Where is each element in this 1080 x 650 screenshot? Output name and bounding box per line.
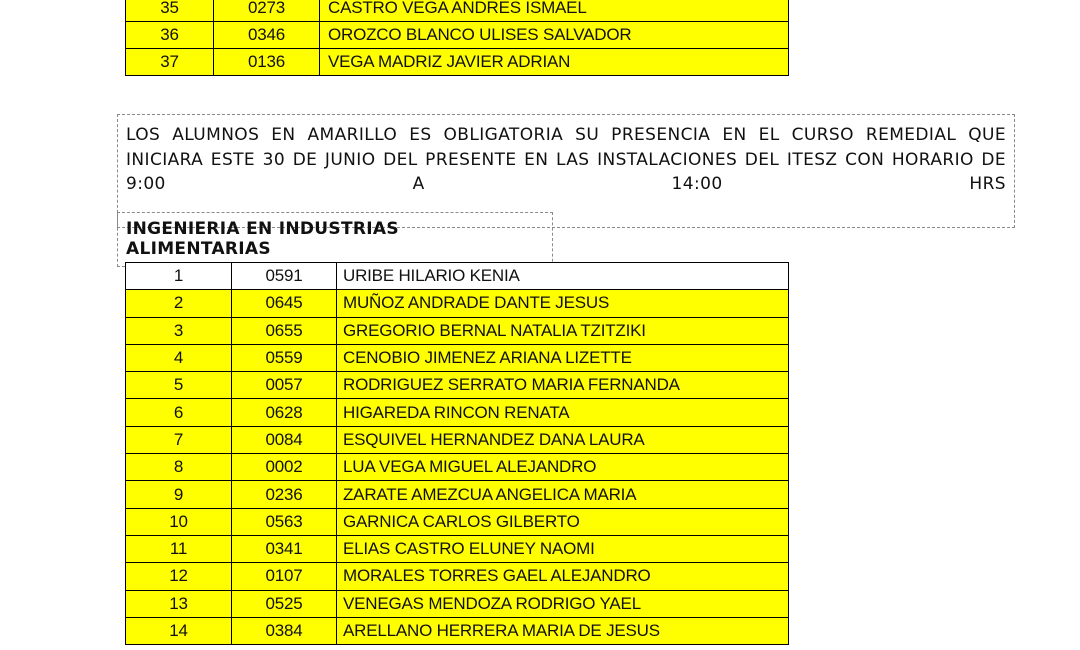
previous-group-rows [126,0,789,76]
student-name: URIBE HILARIO KENIA [337,263,789,290]
student-code: 0107 [232,563,337,590]
student-name: ELIAS CASTRO ELUNEY NAOMI [337,535,789,562]
row-number: 9 [126,481,232,508]
student-name: MORALES TORRES GAEL ALEJANDRO [337,563,789,590]
student-code: 0136 [214,49,320,76]
row-number: 37 [126,49,214,76]
row-number: 7 [126,426,232,453]
student-code: 0346 [214,22,320,49]
row-number: 3 [126,317,232,344]
row-number: 36 [126,22,214,49]
student-name: LUA VEGA MIGUEL ALEJANDRO [337,454,789,481]
student-name: HIGAREDA RINCON RENATA [337,399,789,426]
student-code: 0057 [232,372,337,399]
student-row [126,508,789,535]
student-row [126,454,789,481]
row-number: 8 [126,454,232,481]
student-code: 0084 [232,426,337,453]
student-name: CASTRO VEGA ANDRES ISMAEL [320,0,789,22]
student-row [126,317,789,344]
student-row [126,535,789,562]
student-name: OROZCO BLANCO ULISES SALVADOR [320,22,789,49]
student-row [126,481,789,508]
student-row [126,263,789,290]
remedial-course-notice: LOS ALUMNOS EN AMARILLO ES OBLIGATORIA SU PRESENCIA EN EL CURSO REMEDIAL QUE INICIARA ESTE 30 DE JUNIO DEL PRESENTE EN LAS INSTALACIONES DEL ITESZ CON HORARIO DE 9:00 A 14:00 HRS [117,114,1015,228]
student-code: 0559 [232,344,337,371]
student-list-table [125,262,789,645]
student-row [126,590,789,617]
row-number: 6 [126,399,232,426]
student-row [126,426,789,453]
student-row [126,372,789,399]
student-row [126,290,789,317]
student-name: GREGORIO BERNAL NATALIA TZITZIKI [337,317,789,344]
student-row [126,563,789,590]
student-code: 0341 [232,535,337,562]
student-row [126,0,789,22]
student-code: 0236 [232,481,337,508]
student-code: 0628 [232,399,337,426]
row-number: 12 [126,563,232,590]
row-number: 1 [126,263,232,290]
student-code: 0273 [214,0,320,22]
student-name: ESQUIVEL HERNANDEZ DANA LAURA [337,426,789,453]
row-number: 10 [126,508,232,535]
section-heading: INGENIERIA EN INDUSTRIAS ALIMENTARIAS [117,212,553,267]
student-name: CENOBIO JIMENEZ ARIANA LIZETTE [337,344,789,371]
student-code: 0645 [232,290,337,317]
student-code: 0002 [232,454,337,481]
student-name: MUÑOZ ANDRADE DANTE JESUS [337,290,789,317]
student-row [126,49,789,76]
row-number: 14 [126,617,232,644]
student-name: VEGA MADRIZ JAVIER ADRIAN [320,49,789,76]
student-code: 0563 [232,508,337,535]
row-number: 13 [126,590,232,617]
row-number: 35 [126,0,214,22]
row-number: 5 [126,372,232,399]
row-number: 2 [126,290,232,317]
student-code: 0525 [232,590,337,617]
student-row [126,617,789,644]
row-number: 4 [126,344,232,371]
student-name: ARELLANO HERRERA MARIA DE JESUS [337,617,789,644]
student-name: ZARATE AMEZCUA ANGELICA MARIA [337,481,789,508]
student-row [126,344,789,371]
student-code: 0655 [232,317,337,344]
student-code: 0591 [232,263,337,290]
student-list-rows [126,263,789,645]
student-name: RODRIGUEZ SERRATO MARIA FERNANDA [337,372,789,399]
student-name: VENEGAS MENDOZA RODRIGO YAEL [337,590,789,617]
row-number: 11 [126,535,232,562]
student-row [126,22,789,49]
student-code: 0384 [232,617,337,644]
previous-group-table [125,0,789,76]
student-row [126,399,789,426]
student-name: GARNICA CARLOS GILBERTO [337,508,789,535]
